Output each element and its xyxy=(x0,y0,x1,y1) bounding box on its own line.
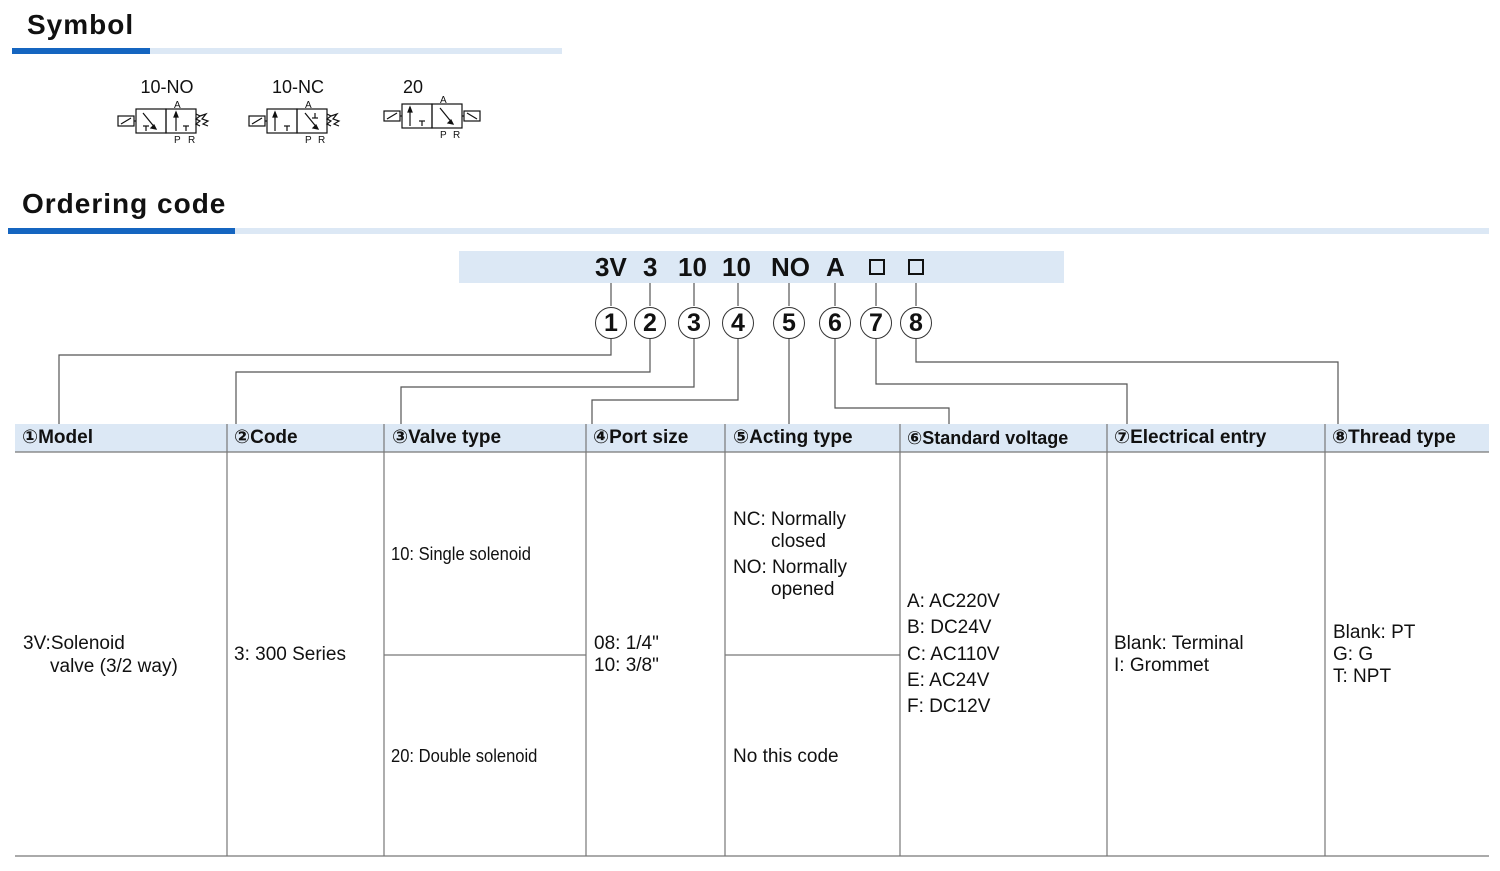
marker-5: 5 xyxy=(773,307,805,339)
thread-line-1: Blank: PT xyxy=(1333,622,1416,643)
code-part-voltage: A xyxy=(826,252,845,282)
code-placeholder-box-electrical xyxy=(869,259,885,275)
ordering-title: Ordering code xyxy=(22,188,227,219)
header-standard-voltage: ⑥Standard voltage xyxy=(907,428,1069,448)
acting-nc-line-2: closed xyxy=(771,531,826,552)
valve-10-no-symbol xyxy=(118,109,208,133)
marker-1: 1 xyxy=(595,307,627,339)
ordering-title-underline xyxy=(8,228,235,234)
marker-7: 7 xyxy=(860,307,892,339)
header-code: ②Code xyxy=(234,427,298,448)
acting-no-line-2: opened xyxy=(771,579,835,600)
svg-text:R: R xyxy=(453,130,461,141)
marker-4: 4 xyxy=(722,307,754,339)
thread-line-2: G: G xyxy=(1333,644,1374,665)
symbol-title-underline xyxy=(12,48,150,54)
header-acting-type: ⑤Acting type xyxy=(733,427,853,448)
svg-text:P: P xyxy=(305,135,312,146)
valve-10-nc-symbol xyxy=(249,109,339,133)
svg-text:R: R xyxy=(318,135,326,146)
code-part-port-size: 10 xyxy=(722,252,751,282)
header-valve-type: ③Valve type xyxy=(392,427,502,448)
svg-text:A: A xyxy=(440,95,447,106)
symbol-label-10-nc: 10-NC xyxy=(271,77,324,97)
model-line-2: valve (3/2 way) xyxy=(50,656,178,677)
valve-type-single: 10: Single solenoid xyxy=(391,544,531,564)
voltage-a: A: AC220V xyxy=(907,591,1000,612)
electrical-line-2: I: Grommet xyxy=(1114,655,1210,676)
marker-3: 3 xyxy=(678,307,710,339)
thread-line-3: T: NPT xyxy=(1333,666,1392,687)
header-model: ①Model xyxy=(22,427,93,448)
code-placeholder-box-thread xyxy=(908,259,924,275)
svg-text:A: A xyxy=(305,100,312,111)
acting-no-line-1: NO: Normally xyxy=(733,557,848,578)
model-line-1: 3V:Solenoid xyxy=(23,633,125,654)
symbol-label-10-no: 10-NO xyxy=(140,77,194,97)
valve-20-symbol xyxy=(384,104,480,128)
code-value: 3: 300 Series xyxy=(234,644,346,665)
acting-nc-line-1: NC: Normally xyxy=(733,509,846,530)
svg-text:A: A xyxy=(174,100,181,111)
svg-text:R: R xyxy=(188,135,196,146)
voltage-b: B: DC24V xyxy=(907,617,992,638)
code-part-code: 3 xyxy=(643,252,658,282)
marker-6: 6 xyxy=(819,307,851,339)
marker-2: 2 xyxy=(634,307,666,339)
svg-text:P: P xyxy=(440,130,447,141)
header-thread-type: ⑧Thread type xyxy=(1332,427,1456,448)
valve-type-double: 20: Double solenoid xyxy=(391,746,538,766)
code-part-acting-type: NO xyxy=(771,252,810,282)
symbol-label-20: 20 xyxy=(402,77,424,97)
ordering-title-rule xyxy=(235,228,1489,234)
port-size-line-1: 08: 1/4" xyxy=(594,633,659,654)
svg-text:P: P xyxy=(174,135,181,146)
header-electrical-entry: ⑦Electrical entry xyxy=(1114,427,1267,448)
voltage-e: E: AC24V xyxy=(907,670,990,691)
voltage-c: C: AC110V xyxy=(907,644,1000,665)
voltage-f: F: DC12V xyxy=(907,696,991,717)
symbol-title: Symbol xyxy=(27,9,135,40)
marker-8: 8 xyxy=(900,307,932,339)
header-port-size: ④Port size xyxy=(593,427,689,448)
electrical-line-1: Blank: Terminal xyxy=(1114,633,1244,654)
symbol-title-rule xyxy=(150,48,562,54)
code-band xyxy=(459,251,1064,283)
acting-no-code: No this code xyxy=(733,746,839,767)
port-size-line-2: 10: 3/8" xyxy=(594,655,659,676)
code-part-model: 3V xyxy=(595,252,627,282)
code-part-valve-type: 10 xyxy=(678,252,707,282)
